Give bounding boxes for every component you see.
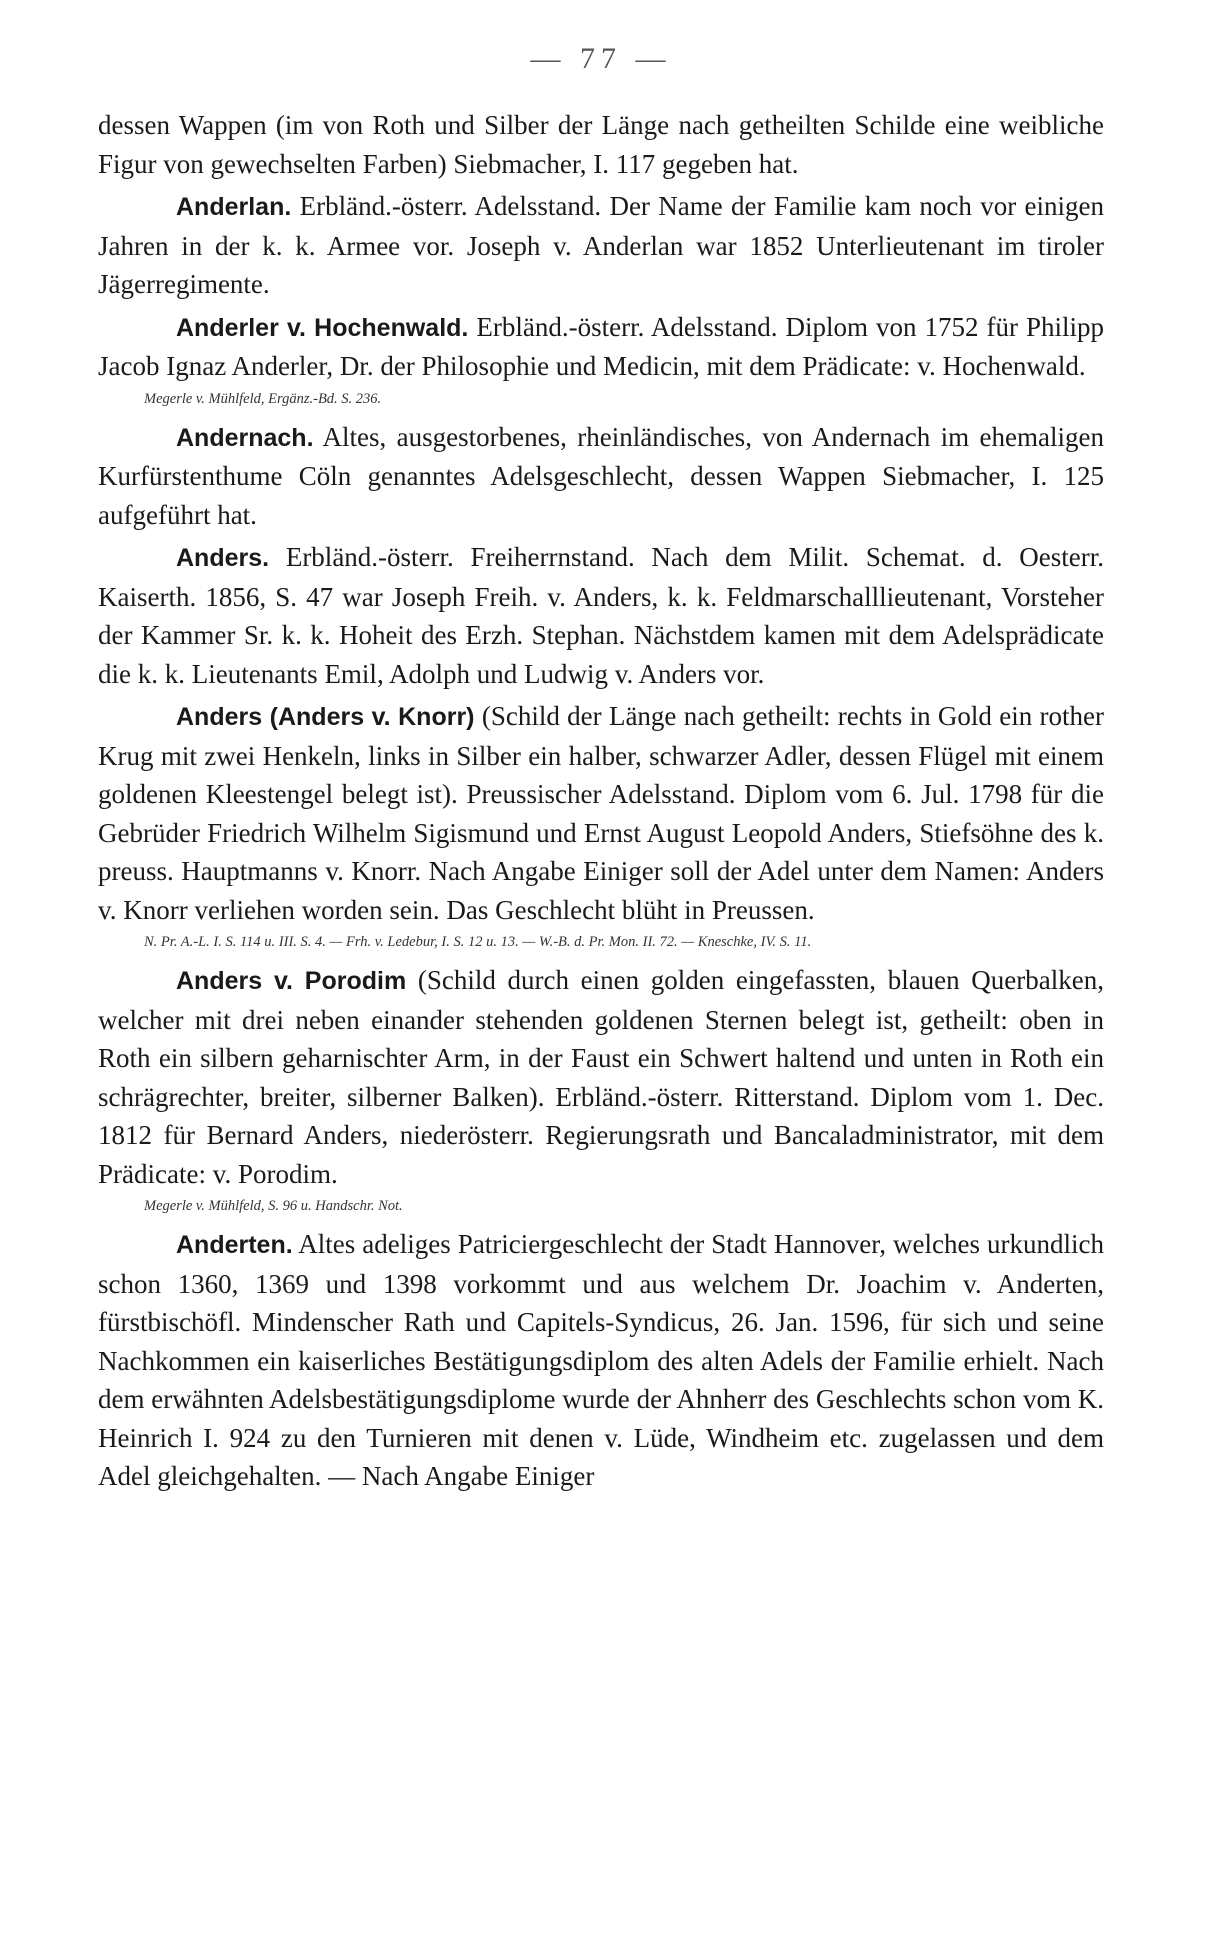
- entry-text: dessen Wappen (im von Roth und Silber der Länge nach getheilten Schilde eine weibliche Figur von gewechselten Farben) Siebmacher, I. 117 gegeben hat.: [98, 110, 1104, 179]
- entry-source: Megerle v. Mühlfeld, Ergänz.-Bd. S. 236.: [144, 390, 382, 407]
- entry-andernach: [98, 418, 1104, 535]
- entry-head: Anders.: [176, 544, 270, 572]
- entry-text: Altes adeliges Patriciergeschlecht der Stadt Hannover, welches urkundlich schon 1360, 1369 und 1398 vorkommt und aus welchem Dr. Joachim v. Anderten, fürstbischöfl. Mindenscher Rath und Capitels-Syndicus, 26. Jan. 1596, für sich und seine Nachkommen ein kaiserliches Bestätigungsdiplom des alten Adels der Familie erhielt. Nach dem erwähnten Adelsbestätigungsdiplome wurde der Ahnherr des Geschlechts schon vom K. Heinrich I. 924 zu den Turnieren mit denen v. Lüde, Windheim etc. zugelassen und dem Adel gleichgehalten. — Nach Angabe Einiger: [98, 1229, 1104, 1491]
- entry-anders-knorr: [98, 697, 1104, 929]
- entry-source: Megerle v. Mühlfeld, S. 96 u. Handschr. Not.: [144, 1198, 403, 1214]
- entry-head: Anderten.: [176, 1231, 293, 1259]
- entry-source: N. Pr. A.-L. I. S. 114 u. III. S. 4. — Frh. v. Ledebur, I. S. 12 u. 13. — W.-B. d. Pr. Mon. II. 72. — Kneschke, IV. S. 11.: [144, 934, 812, 950]
- entry-text: Erbländ.-österr. Adelsstand. Diplom von 1752 für Philipp Jacob Ignaz Anderler, Dr. der Philosophie und Medicin, mit dem Prädicate: v. Hochenwald.: [98, 311, 1105, 381]
- entry-head: Anders (Anders v. Knorr): [176, 703, 475, 731]
- entry-text: Erbländ.-österr. Adelsstand. Der Name der Familie kam noch vor einigen Jahren in der k. k. Armee vor. Joseph v. Anderlan war 1852 Unterlieutenant im tiroler Jägerregimente.: [98, 191, 1105, 299]
- entry-anderler: [98, 308, 1104, 386]
- page-number: — 77 —: [530, 42, 672, 75]
- entry-text: Altes, ausgestorbenes, rheinländisches, von Andernach im ehemaligen Kurfürstenthume Cöln genanntes Adelsgeschlecht, dessen Wappen Siebmacher, I. 125 aufgeführt hat.: [98, 421, 1104, 530]
- entry-text: (Schild durch einen golden eingefassten, blauen Querbalken, welcher mit drei neben einander stehenden goldenen Sternen belegt ist, getheilt: oben in Roth ein silbern geharnischter Arm, in der Faust ein Schwert haltend und unten in Roth ein schrägrechter, breiter, silberner Balken). Erbländ.-österr. Ritterstand. Diplom vom 1. Dec. 1812 für Bernard Anders, niederösterr. Regierungsrath und Bancaladministrator, mit dem Prädicate: v. Porodim.: [98, 965, 1105, 1189]
- entry-text: Erbländ.-österr. Freiherrnstand. Nach dem Milit. Schemat. d. Oesterr. Kaiserth. 1856, S. 47 war Joseph Freih. v. Anders, k. k. Feldmarschalllieutenant, Vorsteher der Kammer Sr. k. k. Hoheit des Erzh. Stephan. Nächstdem kamen mit dem Adelsprädicate die k. k. Lieutenants Emil, Adolph und Ludwig v. Anders vor.: [98, 542, 1104, 689]
- entry-text: (Schild der Länge nach getheilt: rechts in Gold ein rother Krug mit zwei Henkeln, links in Silber ein halber, schwarzer Adler, dessen Flügel mit einem goldenen Kleestengel belegt ist). Preussischer Adelsstand. Diplom vom 6. Jul. 1798 für die Gebrüder Friedrich Wilhelm Sigismund und Ernst August Leopold Anders, Stiefsöhne des k. preuss. Hauptmanns v. Knorr. Nach Angabe Einiger soll der Adel unter dem Namen: Anders v. Knorr verliehen worden sein. Das Geschlecht blüht in Preussen.: [98, 701, 1105, 925]
- entry-head: Anders v. Porodim: [176, 967, 407, 995]
- entry-head: Andernach.: [176, 423, 314, 452]
- entry-anderlan: [98, 187, 1104, 304]
- entry-continuation: [98, 106, 1104, 183]
- entry-anderten: [98, 1225, 1104, 1496]
- entry-anders: [98, 538, 1104, 693]
- entry-anders-porodim: [98, 961, 1104, 1193]
- entry-head: Anderlan.: [176, 193, 292, 221]
- entry-head: Anderler v. Hochenwald.: [176, 313, 469, 342]
